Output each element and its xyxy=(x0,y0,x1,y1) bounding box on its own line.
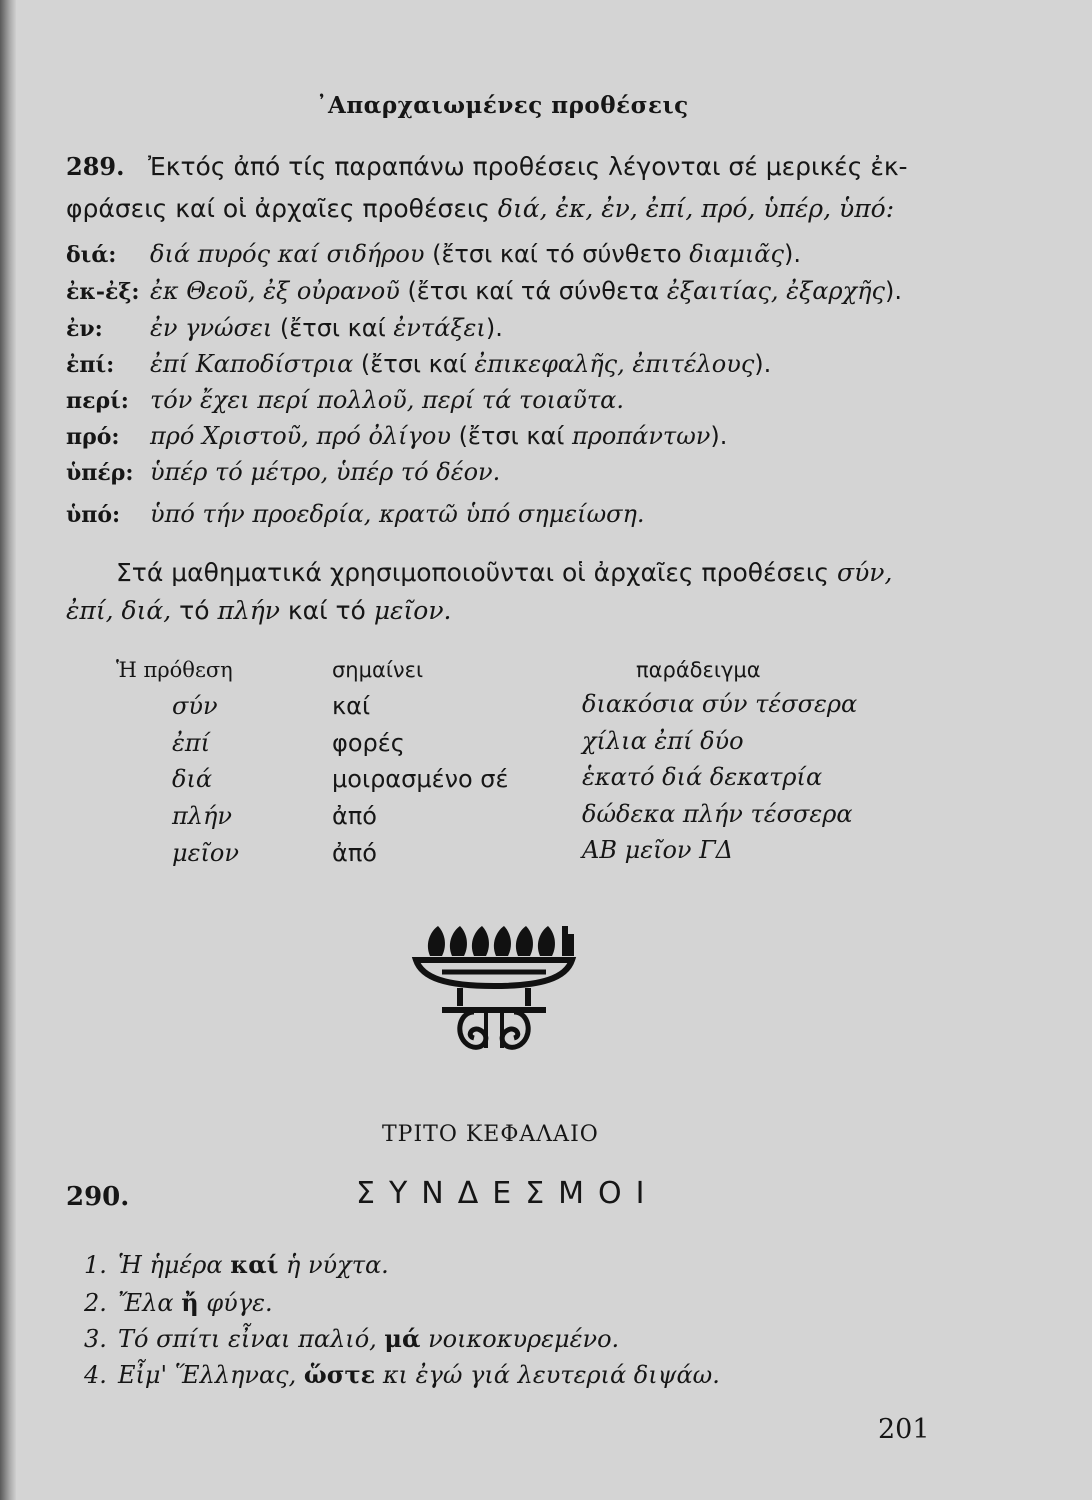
preposition-label: ἐκ-ἐξ: xyxy=(66,279,140,305)
preposition-entry xyxy=(66,458,500,486)
example-conjunction: ἤ xyxy=(181,1288,199,1317)
paragraph-italic: πλήν xyxy=(217,596,280,625)
chapter-name: ΣΥΝΔΕΣΜΟΙ xyxy=(356,1176,659,1211)
table-cell-preposition: μεῖον xyxy=(172,839,239,867)
paragraph-289-line1 xyxy=(66,152,908,181)
preposition-entry xyxy=(66,422,727,450)
paragraph-text: Στά μαθηματικά χρησιμοποιοῦνται οἱ ἀρχαῖες προθέσεις xyxy=(116,558,838,587)
book-page xyxy=(16,0,1092,1500)
table-cell-preposition: ἐπί xyxy=(172,729,211,757)
preposition-label: ἐν: xyxy=(66,316,103,342)
preposition-label: ὑπέρ: xyxy=(66,460,134,486)
preposition-example: ἐν γνώσει xyxy=(150,314,273,342)
example-text: Ἔλα xyxy=(118,1289,182,1317)
table-cell-meaning: φορές xyxy=(332,729,405,757)
preposition-example: ἐπί Καποδίστρια xyxy=(150,350,354,378)
preposition-entry xyxy=(66,350,771,378)
example-text: Εἶμ' Ἕλληνας, xyxy=(118,1361,304,1389)
example-text: ἡ νύχτα. xyxy=(278,1251,389,1279)
preposition-example: ὑπέρ τό μέτρο, ὑπέρ τό δέον. xyxy=(150,458,501,486)
example-sentence xyxy=(84,1324,619,1353)
example-number: 4. xyxy=(84,1361,107,1389)
preposition-end: ). xyxy=(485,314,503,342)
math-paragraph-line2 xyxy=(66,596,451,625)
table-header-meaning: σημαίνει xyxy=(332,658,424,682)
section-heading: ᾿Απαρχαιωμένες προθέσεις xyxy=(316,92,689,119)
paragraph-text: καί τό xyxy=(279,596,374,625)
example-number: 3. xyxy=(84,1325,107,1353)
table-cell-example: χίλια ἐπί δύο xyxy=(582,727,744,755)
example-text: φύγε. xyxy=(198,1289,273,1317)
preposition-example: διά πυρός καί σιδήρου xyxy=(150,240,425,268)
table-cell-example: δώδεκα πλήν τέσσερα xyxy=(582,800,853,828)
preposition-entry xyxy=(66,240,801,268)
preposition-label: περί: xyxy=(66,388,129,414)
table-cell-meaning: καί xyxy=(332,692,371,720)
example-number: 2. xyxy=(84,1289,107,1317)
example-conjunction: μά xyxy=(384,1324,421,1353)
example-sentence xyxy=(84,1250,389,1279)
preposition-label: ἐπί: xyxy=(66,352,115,378)
preposition-note: (ἔτσι καί xyxy=(272,314,394,342)
table-cell-example: ἑκατό διά δεκατρία xyxy=(582,763,823,791)
preposition-note: (ἔτσι καί xyxy=(353,350,475,378)
preposition-entry xyxy=(66,314,503,342)
example-number: 1. xyxy=(84,1251,107,1279)
preposition-example: ὑπό τήν προεδρία, κρατῶ ὑπό σημείωση. xyxy=(150,500,645,528)
paragraph-italic: μεῖον. xyxy=(373,596,452,625)
example-text: κι ἐγώ γιά λευτεριά διψάω. xyxy=(375,1361,720,1389)
paragraph-number: 290. xyxy=(66,1182,130,1212)
paragraph-text: Ἐκτός ἀπό τίς παραπάνω προθέσεις λέγονται σέ μερικές ἐκ- xyxy=(148,152,908,181)
preposition-end: ). xyxy=(783,240,801,268)
example-sentence xyxy=(84,1360,720,1389)
preposition-label: ὑπό: xyxy=(66,502,121,528)
preposition-extra: διαμιᾶς xyxy=(689,240,784,268)
preposition-list: διά, ἐκ, ἐν, ἐπί, πρό, ὑπέρ, ὑπό: xyxy=(497,194,895,223)
table-cell-meaning: μοιρασμένο σέ xyxy=(332,765,509,793)
table-header-preposition: Ἡ πρόθεση xyxy=(116,658,233,682)
preposition-note: (ἔτσι καί xyxy=(450,422,573,450)
preposition-label: πρό: xyxy=(66,424,120,450)
preposition-entry xyxy=(66,277,902,305)
preposition-end: ). xyxy=(884,277,902,305)
table-cell-example: διακόσια σύν τέσσερα xyxy=(582,690,858,718)
paragraph-italic: ἐπί, διά, xyxy=(66,596,172,625)
preposition-extra: προπάντων xyxy=(572,422,711,450)
example-conjunction: καί xyxy=(230,1250,279,1279)
oil-lamp-ornament-icon xyxy=(402,920,586,1062)
preposition-example: τόν ἔχει περί πολλοῦ, περί τά τοιαῦτα. xyxy=(150,386,624,414)
preposition-extra: ἐπικεφαλῆς, ἐπιτέλους xyxy=(474,350,755,378)
preposition-extra: ἐντάξει xyxy=(393,314,486,342)
chapter-title: ΤΡΙΤΟ ΚΕΦΑΛΑΙΟ xyxy=(382,1122,599,1147)
example-sentence xyxy=(84,1288,273,1317)
preposition-entry xyxy=(66,500,645,528)
preposition-extra: ἐξαιτίας, ἐξαρχῆς xyxy=(666,277,885,305)
table-cell-example: ΑΒ μεῖον ΓΔ xyxy=(582,836,734,864)
example-conjunction: ὥστε xyxy=(303,1360,376,1389)
paragraph-italic: σύν, xyxy=(837,558,893,587)
table-cell-meaning: ἀπό xyxy=(332,802,377,830)
preposition-example: πρό Χριστοῦ, πρό ὀλίγου xyxy=(150,422,451,450)
table-cell-preposition: πλήν xyxy=(172,802,232,830)
preposition-note: (ἔτσι καί τό σύνθετο xyxy=(424,240,690,268)
paragraph-number: 289. xyxy=(66,152,125,181)
preposition-example: ἐκ Θεοῦ, ἐξ οὐρανοῦ xyxy=(150,277,400,305)
book-spine-shadow xyxy=(0,0,16,1500)
preposition-note: (ἔτσι καί τά σύνθετα xyxy=(399,277,667,305)
paragraph-text: τό xyxy=(171,596,218,625)
paragraph-289-line2 xyxy=(66,194,894,223)
table-cell-preposition: διά xyxy=(172,765,213,793)
preposition-end: ). xyxy=(754,350,772,378)
table-cell-meaning: ἀπό xyxy=(332,839,377,867)
preposition-label: διά: xyxy=(66,242,117,268)
example-text: Ἡ ἡμέρα xyxy=(118,1251,231,1279)
page-number: 201 xyxy=(878,1414,930,1445)
example-text: Τό σπίτι εἶναι παλιό, xyxy=(118,1325,385,1353)
preposition-entry xyxy=(66,386,624,414)
table-header-example: παράδειγμα xyxy=(636,658,761,682)
table-cell-preposition: σύν xyxy=(172,692,218,720)
paragraph-text: φράσεις καί οἱ ἀρχαῖες προθέσεις xyxy=(66,194,498,223)
example-text: νοικοκυρεμένο. xyxy=(420,1325,620,1353)
preposition-end: ). xyxy=(710,422,728,450)
math-paragraph-line1 xyxy=(116,558,892,587)
